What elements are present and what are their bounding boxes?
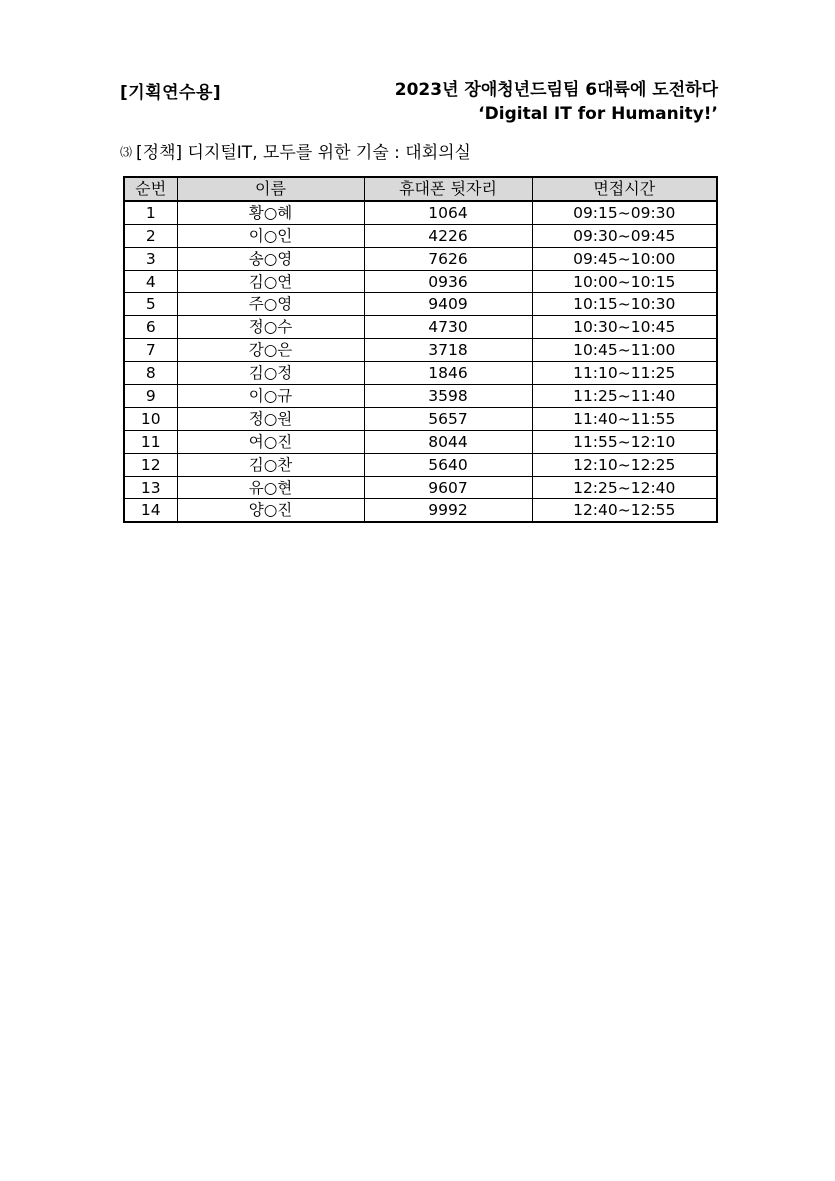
- cell-phone: 3718: [364, 339, 532, 362]
- cell-phone: 8044: [364, 430, 532, 453]
- cell-time: 11:10~11:25: [532, 362, 717, 385]
- cell-phone: 4226: [364, 224, 532, 247]
- cell-time: 10:30~10:45: [532, 316, 717, 339]
- cell-order: 1: [124, 201, 177, 224]
- cell-name: 김○정: [177, 362, 364, 385]
- table-row: [124, 293, 717, 316]
- cell-name: 김○찬: [177, 453, 364, 476]
- cell-phone: 7626: [364, 247, 532, 270]
- cell-phone: 4730: [364, 316, 532, 339]
- cell-time: 11:55~12:10: [532, 430, 717, 453]
- table-row: [124, 247, 717, 270]
- cell-time: 09:15~09:30: [532, 201, 717, 224]
- table-row: [124, 499, 717, 522]
- cell-name: 송○영: [177, 247, 364, 270]
- cell-time: 09:45~10:00: [532, 247, 717, 270]
- table-header-row: [124, 177, 717, 201]
- table-row: [124, 270, 717, 293]
- cell-name: 주○영: [177, 293, 364, 316]
- header-order: 순번: [124, 177, 177, 201]
- cell-time: 10:00~10:15: [532, 270, 717, 293]
- cell-order: 10: [124, 407, 177, 430]
- cell-order: 3: [124, 247, 177, 270]
- table-row: [124, 476, 717, 499]
- header-phone: 휴대폰 뒷자리: [364, 177, 532, 201]
- cell-order: 9: [124, 385, 177, 408]
- section-title: [정책] 디지털IT, 모두를 위한 기술 : 대회의실: [136, 143, 471, 163]
- cell-order: 11: [124, 430, 177, 453]
- cell-phone: 9409: [364, 293, 532, 316]
- cell-order: 5: [124, 293, 177, 316]
- table-row: [124, 407, 717, 430]
- table-row: [124, 201, 717, 224]
- table-row: [124, 339, 717, 362]
- cell-time: 10:15~10:30: [532, 293, 717, 316]
- cell-order: 7: [124, 339, 177, 362]
- cell-phone: 5657: [364, 407, 532, 430]
- interview-schedule-table: [123, 176, 718, 523]
- doc-tag: [기획연수용]: [120, 83, 222, 103]
- table-row: [124, 224, 717, 247]
- cell-name: 유○현: [177, 476, 364, 499]
- cell-order: 13: [124, 476, 177, 499]
- cell-name: 정○수: [177, 316, 364, 339]
- cell-order: 14: [124, 499, 177, 522]
- cell-order: 6: [124, 316, 177, 339]
- cell-phone: 9607: [364, 476, 532, 499]
- cell-order: 2: [124, 224, 177, 247]
- cell-time: 12:40~12:55: [532, 499, 717, 522]
- header-name: 이름: [177, 177, 364, 201]
- cell-name: 황○혜: [177, 201, 364, 224]
- cell-name: 이○인: [177, 224, 364, 247]
- doc-title: [395, 78, 718, 126]
- cell-phone: 5640: [364, 453, 532, 476]
- table-row: [124, 362, 717, 385]
- cell-time: 12:10~12:25: [532, 453, 717, 476]
- cell-phone: 9992: [364, 499, 532, 522]
- cell-phone: 3598: [364, 385, 532, 408]
- cell-time: 11:40~11:55: [532, 407, 717, 430]
- doc-title-line1: 2023년 장애청년드림팀 6대륙에 도전하다: [394, 80, 718, 100]
- cell-name: 김○연: [177, 270, 364, 293]
- doc-title-line2: ‘Digital IT for Humanity!’: [478, 104, 718, 124]
- cell-phone: 1064: [364, 201, 532, 224]
- cell-time: 09:30~09:45: [532, 224, 717, 247]
- cell-phone: 0936: [364, 270, 532, 293]
- cell-name: 정○원: [177, 407, 364, 430]
- table-row: [124, 453, 717, 476]
- cell-order: 8: [124, 362, 177, 385]
- header-time: 면접시간: [532, 177, 717, 201]
- section-heading: [120, 138, 471, 163]
- cell-name: 이○규: [177, 385, 364, 408]
- section-number: ⑶: [120, 145, 133, 159]
- cell-time: 10:45~11:00: [532, 339, 717, 362]
- cell-order: 12: [124, 453, 177, 476]
- cell-order: 4: [124, 270, 177, 293]
- cell-name: 강○은: [177, 339, 364, 362]
- table-row: [124, 316, 717, 339]
- cell-time: 11:25~11:40: [532, 385, 717, 408]
- table-row: [124, 430, 717, 453]
- cell-name: 여○진: [177, 430, 364, 453]
- table-row: [124, 385, 717, 408]
- cell-phone: 1846: [364, 362, 532, 385]
- cell-name: 양○진: [177, 499, 364, 522]
- cell-time: 12:25~12:40: [532, 476, 717, 499]
